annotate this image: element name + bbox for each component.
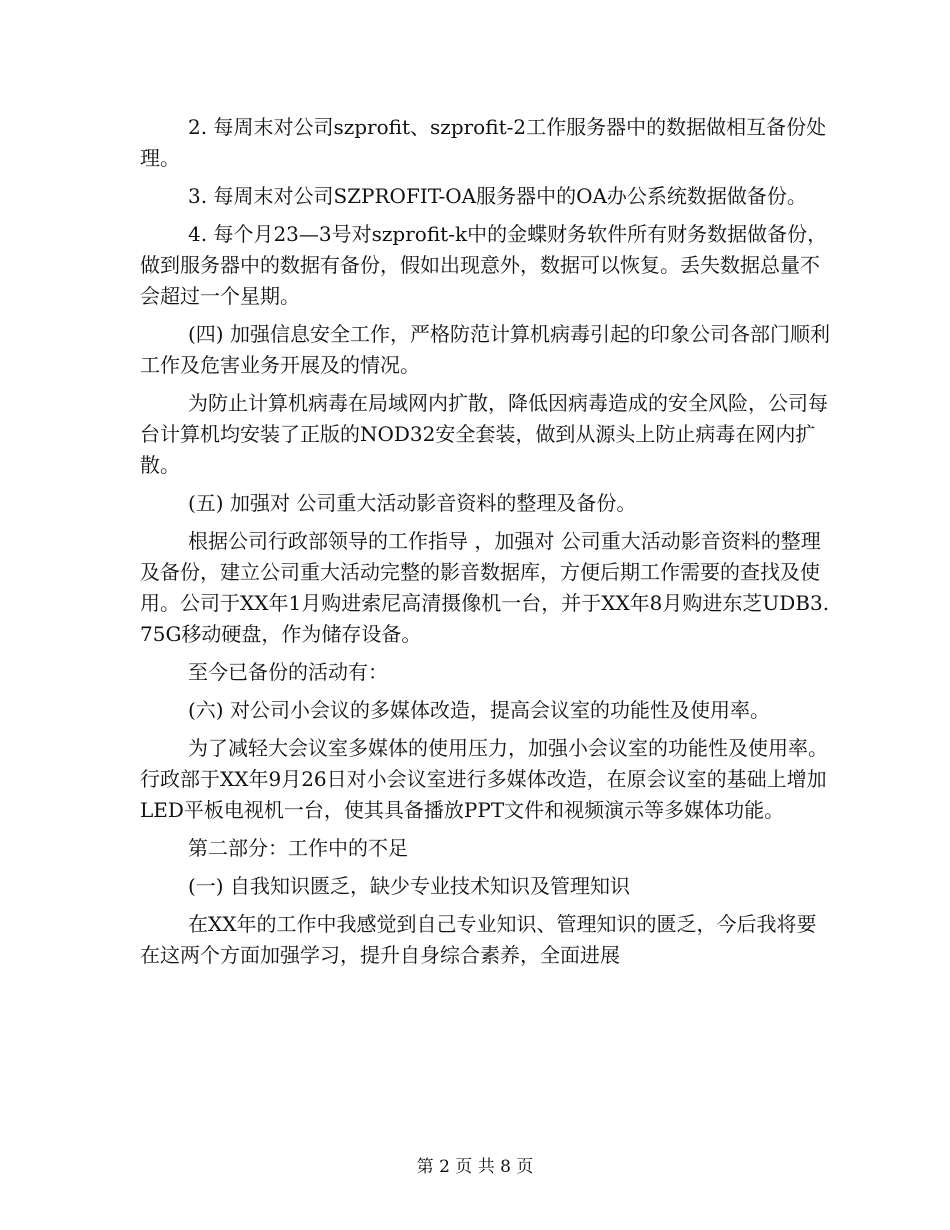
paragraph-meeting-room: 为了减轻大会议室多媒体的使用压力，加强小会议室的功能性及使用率。行政部于XX年9月26日对小会议室进行多媒体改造，在原会议室的基础上增加LED平板电视机一台，使其具备播放PPT文件和视频演示等多媒体功能。 xyxy=(140,736,828,822)
heading-part-2: 第二部分：工作中的不足 xyxy=(188,836,408,860)
paragraph-backup-item-3: 3. 每周末对公司SZPROFIT-OA服务器中的OA办公系统数据做备份。 xyxy=(188,184,807,208)
paragraph-antivirus: 为防止计算机病毒在局域网内扩散，降低因病毒造成的安全风险，公司每台计算机均安装了正版的NOD32安全套装，做到从源头上防止病毒在网内扩散。 xyxy=(140,391,828,477)
paragraph-media-archive: 根据公司行政部领导的工作指导 ，加强对 公司重大活动影音资料的整理及备份，建立公司重大活动完整的影音数据库，方便后期工作需要的查找及使用。公司于XX年1月购进索尼高清摄像机一台，并于XX年8月购进东芝UDB3. 75G移动硬盘，作为储存设备。 xyxy=(140,529,830,646)
paragraph-self-improvement: 在XX年的工作中我感觉到自己专业知识、管理知识的匮乏，今后我将要在这两个方面加强学习，提升自身综合素养，全面进展 xyxy=(140,912,817,967)
heading-section-5: (五) 加强对 公司重大活动影音资料的整理及备份。 xyxy=(188,491,637,515)
paragraph-backup-item-4: 4. 每个月23—3号对szprofit-k中的金蝶财务软件所有财务数据做备份，做到服务器中的数据有备份，假如出现意外，数据可以恢复。丢失数据总量不会超过一个星期。 xyxy=(140,222,828,308)
paragraph-backup-item-2: 2. 每周末对公司szprofit、szprofit-2工作服务器中的数据做相互备份处理。 xyxy=(140,115,827,170)
heading-section-4: (四) 加强信息安全工作，严格防范计算机病毒引起的印象公司各部门顺利工作及危害业务开展及的情况。 xyxy=(140,322,830,377)
heading-shortcoming-1: (一) 自我知识匮乏，缺少专业技术知识及管理知识 xyxy=(188,874,630,898)
document-body xyxy=(140,112,830,978)
paragraph-backed-up-activities: 至今已备份的活动有： xyxy=(188,660,388,684)
page-number-footer: 第 2 页 共 8 页 xyxy=(416,1157,534,1177)
heading-section-6: (六) 对公司小会议的多媒体改造，提高会议室的功能性及使用率。 xyxy=(188,698,770,722)
